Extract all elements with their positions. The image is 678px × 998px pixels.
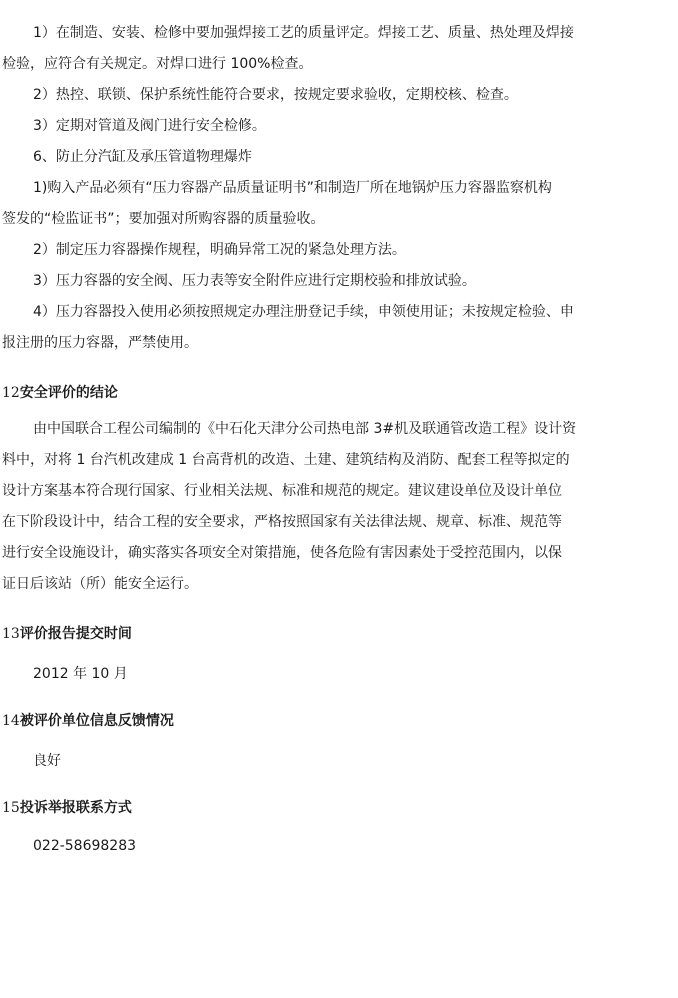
section-15-heading: [2, 796, 132, 820]
paragraph-control-system: 2）热控、联锁、保护系统性能符合要求，按规定要求验收，定期校核、检查。: [33, 87, 518, 103]
feedback-status: 良好: [33, 753, 61, 769]
section-13-heading: [2, 622, 132, 646]
conclusion-line-4: 在下阶段设计中，结合工程的安全要求，严格按照国家有关法律法规、规章、标准、规范等: [2, 514, 562, 530]
paragraph-welding-line1: 1）在制造、安装、检修中要加强焊接工艺的质量评定。焊接工艺、质量、热处理及焊接: [33, 25, 574, 41]
section-15-title: 投诉举报联系方式: [19, 800, 132, 816]
section-14-number: 14: [2, 713, 20, 729]
conclusion-line-3: 设计方案基本符合现行国家、行业相关法规、标准和规范的规定。建议建设单位及设计单位: [2, 483, 562, 499]
paragraph-purchase-line2: 签发的“检监证书”；要加强对所购容器的质量验收。: [2, 211, 325, 227]
paragraph-registration-line1: 4）压力容器投入使用必须按照规定办理注册登记手续，申领使用证；未按规定检验、申: [33, 304, 574, 320]
section-13-title: 评价报告提交时间: [19, 626, 132, 642]
paragraph-safety-accessories: 3）压力容器的安全阀、压力表等安全附件应进行定期校验和排放试验。: [33, 273, 476, 289]
section-12-title: 安全评价的结论: [19, 385, 118, 401]
section-15-number: 15: [2, 800, 20, 816]
paragraph-registration-line2: 报注册的压力容器，严禁使用。: [2, 335, 198, 351]
paragraph-welding-line2: 检验，应符合有关规定。对焊口进行 100%检查。: [2, 56, 313, 72]
section-12-heading: [2, 381, 118, 405]
paragraph-explosion-heading: 6、防止分汽缸及承压管道物理爆炸: [33, 149, 252, 165]
complaint-phone-number: 022-58698283: [33, 838, 137, 854]
section-13-number: 13: [2, 626, 20, 642]
conclusion-line-6: 证日后该站（所）能安全运行。: [2, 576, 198, 592]
section-14-title: 被评价单位信息反馈情况: [19, 713, 174, 729]
conclusion-line-1: 由中国联合工程公司编制的《中石化天津分公司热电部 3#机及联通管改造工程》设计资: [33, 421, 577, 437]
paragraph-valve-inspection: 3）定期对管道及阀门进行安全检修。: [33, 118, 266, 134]
paragraph-purchase-line1: 1)购入产品必须有“压力容器产品质量证明书”和制造厂所在地锅炉压力容器监察机构: [33, 180, 552, 196]
section-12-number: 12: [2, 385, 20, 401]
paragraph-operating-rules: 2）制定压力容器操作规程，明确异常工况的紧急处理方法。: [33, 242, 406, 258]
conclusion-line-2: 料中，对将 1 台汽机改建成 1 台高背机的改造、土建、建筑结构及消防、配套工程等拟定的: [2, 452, 570, 468]
report-submission-date: 2012 年 10 月: [33, 666, 128, 682]
conclusion-line-5: 进行安全设施设计，确实落实各项安全对策措施，使各危险有害因素处于受控范围内，以保: [2, 545, 562, 561]
section-14-heading: [2, 709, 174, 733]
